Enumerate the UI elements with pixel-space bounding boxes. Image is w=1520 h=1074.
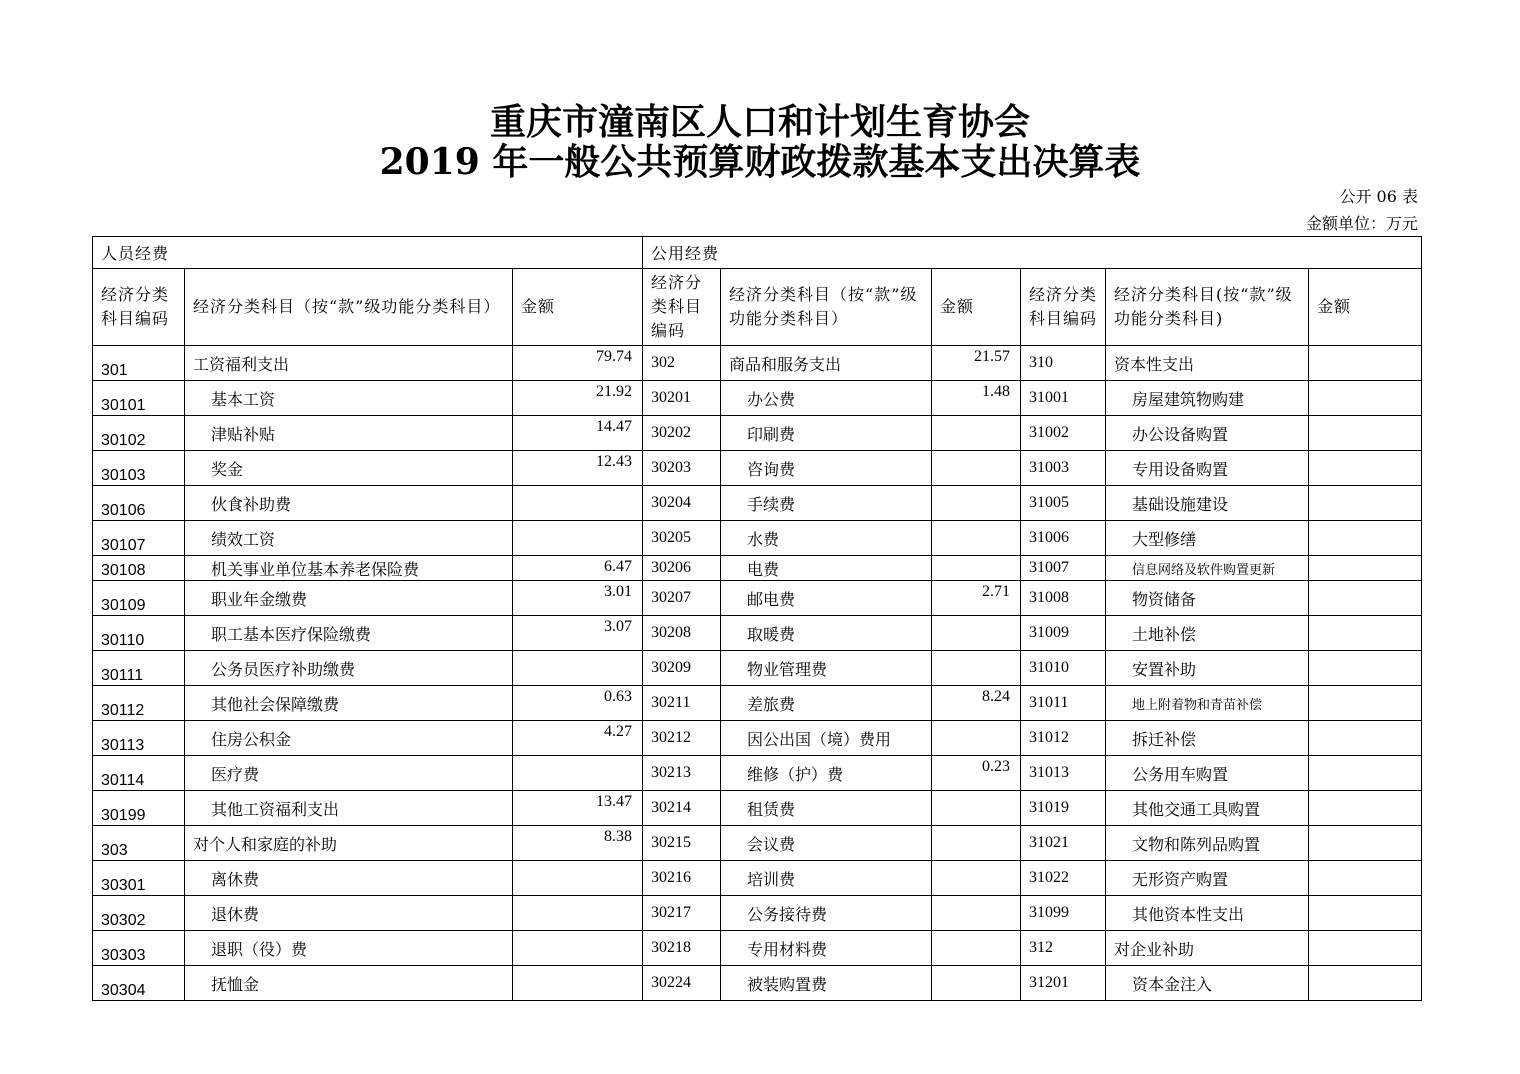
amount-cell — [932, 896, 1021, 931]
header-amount: 金额 — [932, 269, 1021, 346]
name-cell: 离休费 — [185, 861, 513, 896]
name-cell: 职业年金缴费 — [185, 581, 513, 616]
table-row — [93, 651, 1422, 686]
code-cell: 31006 — [1021, 521, 1106, 556]
amount-cell — [1309, 896, 1422, 931]
table-row — [93, 416, 1422, 451]
code-cell: 30109 — [93, 581, 185, 616]
expenditure-table — [92, 236, 1422, 1001]
amount-cell — [1309, 686, 1422, 721]
code-cell: 30107 — [93, 521, 185, 556]
code-cell: 30217 — [643, 896, 721, 931]
amount-cell — [1309, 721, 1422, 756]
code-cell: 31008 — [1021, 581, 1106, 616]
header-amount: 金额 — [1309, 269, 1422, 346]
amount-cell — [932, 651, 1021, 686]
code-cell: 30106 — [93, 486, 185, 521]
name-cell: 安置补助 — [1106, 651, 1309, 686]
code-cell: 30199 — [93, 791, 185, 826]
name-cell: 培训费 — [721, 861, 932, 896]
code-cell: 30202 — [643, 416, 721, 451]
header-amount: 金额 — [513, 269, 643, 346]
name-cell: 公务员医疗补助缴费 — [185, 651, 513, 686]
amount-cell: 8.38 — [513, 826, 643, 861]
amount-cell: 21.57 — [932, 346, 1021, 381]
name-cell: 咨询费 — [721, 451, 932, 486]
amount-cell — [932, 451, 1021, 486]
code-cell: 30216 — [643, 861, 721, 896]
name-cell: 大型修缮 — [1106, 521, 1309, 556]
name-cell: 拆迁补偿 — [1106, 721, 1309, 756]
amount-cell: 13.47 — [513, 791, 643, 826]
name-cell: 手续费 — [721, 486, 932, 521]
table-row — [93, 721, 1422, 756]
code-cell: 31201 — [1021, 966, 1106, 1001]
code-cell: 30114 — [93, 756, 185, 791]
code-cell: 30303 — [93, 931, 185, 966]
code-cell: 30213 — [643, 756, 721, 791]
amount-cell — [932, 556, 1021, 581]
header-name: 经济分类科目(按“款”级功能分类科目) — [1106, 269, 1309, 346]
table-row — [93, 451, 1422, 486]
report-subtitle: 2019 年一般公共预算财政拨款基本支出决算表 — [379, 141, 1141, 183]
name-cell: 信息网络及软件购置更新 — [1106, 556, 1309, 581]
code-cell: 31021 — [1021, 826, 1106, 861]
amount-cell — [932, 791, 1021, 826]
name-cell: 地上附着物和青苗补偿 — [1106, 686, 1309, 721]
code-cell: 30101 — [93, 381, 185, 416]
code-cell: 312 — [1021, 931, 1106, 966]
code-cell: 30205 — [643, 521, 721, 556]
amount-cell: 79.74 — [513, 346, 643, 381]
name-cell: 办公设备购置 — [1106, 416, 1309, 451]
name-cell: 对企业补助 — [1106, 931, 1309, 966]
table-row — [93, 826, 1422, 861]
code-cell: 30102 — [93, 416, 185, 451]
table-row — [93, 616, 1422, 651]
code-cell: 30110 — [93, 616, 185, 651]
amount-cell — [932, 616, 1021, 651]
code-cell: 30206 — [643, 556, 721, 581]
code-cell: 310 — [1021, 346, 1106, 381]
amount-cell — [932, 966, 1021, 1001]
name-cell: 工资福利支出 — [185, 346, 513, 381]
code-cell: 31010 — [1021, 651, 1106, 686]
name-cell: 其他资本性支出 — [1106, 896, 1309, 931]
table-row — [93, 581, 1422, 616]
name-cell: 资本金注入 — [1106, 966, 1309, 1001]
code-cell: 30215 — [643, 826, 721, 861]
amount-cell: 0.23 — [932, 756, 1021, 791]
code-cell: 31007 — [1021, 556, 1106, 581]
header-code: 经济分类科目编码 — [93, 269, 185, 346]
amount-cell: 8.24 — [932, 686, 1021, 721]
code-cell: 30208 — [643, 616, 721, 651]
name-cell: 退职（役）费 — [185, 931, 513, 966]
name-cell: 房屋建筑物购建 — [1106, 381, 1309, 416]
report-title: 重庆市潼南区人口和计划生育协会 — [489, 101, 1030, 143]
name-cell: 公务用车购置 — [1106, 756, 1309, 791]
amount-cell — [932, 721, 1021, 756]
name-cell: 取暖费 — [721, 616, 932, 651]
table-row — [93, 791, 1422, 826]
name-cell: 专用材料费 — [721, 931, 932, 966]
amount-cell — [1309, 616, 1422, 651]
amount-cell: 14.47 — [513, 416, 643, 451]
amount-cell — [1309, 521, 1422, 556]
code-cell: 30209 — [643, 651, 721, 686]
header-code: 经济分类科目编码 — [643, 269, 721, 346]
code-cell: 30108 — [93, 556, 185, 581]
amount-cell — [1309, 791, 1422, 826]
amount-cell — [513, 756, 643, 791]
code-cell: 31002 — [1021, 416, 1106, 451]
table-row — [93, 756, 1422, 791]
amount-cell — [513, 486, 643, 521]
amount-cell — [1309, 966, 1422, 1001]
name-cell: 资本性支出 — [1106, 346, 1309, 381]
header-name: 经济分类科目（按“款”级功能分类科目） — [721, 269, 932, 346]
code-cell: 31011 — [1021, 686, 1106, 721]
name-cell: 机关事业单位基本养老保险费 — [185, 556, 513, 581]
code-cell: 30207 — [643, 581, 721, 616]
amount-cell — [513, 651, 643, 686]
name-cell: 其他工资福利支出 — [185, 791, 513, 826]
amount-cell — [932, 931, 1021, 966]
code-cell: 302 — [643, 346, 721, 381]
code-cell: 30214 — [643, 791, 721, 826]
code-cell: 30302 — [93, 896, 185, 931]
amount-unit: 金额单位：万元 — [1305, 214, 1418, 233]
amount-cell — [932, 826, 1021, 861]
code-cell: 31012 — [1021, 721, 1106, 756]
amount-cell — [932, 521, 1021, 556]
code-cell: 30103 — [93, 451, 185, 486]
amount-cell — [932, 861, 1021, 896]
amount-cell — [513, 966, 643, 1001]
table-row — [93, 486, 1422, 521]
name-cell: 水费 — [721, 521, 932, 556]
code-cell: 31019 — [1021, 791, 1106, 826]
code-cell: 31009 — [1021, 616, 1106, 651]
amount-cell — [1309, 756, 1422, 791]
amount-cell — [1309, 346, 1422, 381]
amount-cell: 4.27 — [513, 721, 643, 756]
code-cell: 303 — [93, 826, 185, 861]
table-row — [93, 521, 1422, 556]
amount-cell: 6.47 — [513, 556, 643, 581]
code-cell: 301 — [93, 346, 185, 381]
name-cell: 津贴补贴 — [185, 416, 513, 451]
name-cell: 基本工资 — [185, 381, 513, 416]
name-cell: 文物和陈列品购置 — [1106, 826, 1309, 861]
code-cell: 30301 — [93, 861, 185, 896]
code-cell: 30113 — [93, 721, 185, 756]
amount-cell — [513, 861, 643, 896]
amount-cell — [1309, 651, 1422, 686]
code-cell: 30211 — [643, 686, 721, 721]
section-public: 公用经费 — [643, 237, 1422, 269]
amount-cell: 2.71 — [932, 581, 1021, 616]
name-cell: 绩效工资 — [185, 521, 513, 556]
amount-cell — [1309, 381, 1422, 416]
code-cell: 31013 — [1021, 756, 1106, 791]
name-cell: 住房公积金 — [185, 721, 513, 756]
name-cell: 被装购置费 — [721, 966, 932, 1001]
table-row — [93, 931, 1422, 966]
amount-cell — [513, 931, 643, 966]
code-cell: 30304 — [93, 966, 185, 1001]
amount-cell: 21.92 — [513, 381, 643, 416]
name-cell: 印刷费 — [721, 416, 932, 451]
code-cell: 30212 — [643, 721, 721, 756]
code-cell: 31099 — [1021, 896, 1106, 931]
name-cell: 物资储备 — [1106, 581, 1309, 616]
form-number: 公开 06 表 — [1339, 187, 1418, 206]
name-cell: 差旅费 — [721, 686, 932, 721]
name-cell: 对个人和家庭的补助 — [185, 826, 513, 861]
amount-cell — [1309, 826, 1422, 861]
name-cell: 会议费 — [721, 826, 932, 861]
amount-cell — [1309, 451, 1422, 486]
table-row — [93, 556, 1422, 581]
code-cell: 31022 — [1021, 861, 1106, 896]
code-cell: 30203 — [643, 451, 721, 486]
name-cell: 办公费 — [721, 381, 932, 416]
code-cell: 30204 — [643, 486, 721, 521]
amount-cell: 1.48 — [932, 381, 1021, 416]
code-cell: 31005 — [1021, 486, 1106, 521]
amount-cell — [1309, 486, 1422, 521]
code-cell: 30201 — [643, 381, 721, 416]
amount-cell — [1309, 931, 1422, 966]
header-name: 经济分类科目（按“款”级功能分类科目） — [185, 269, 513, 346]
code-cell: 30218 — [643, 931, 721, 966]
table-row — [93, 686, 1422, 721]
code-cell: 31003 — [1021, 451, 1106, 486]
code-cell: 30111 — [93, 651, 185, 686]
name-cell: 邮电费 — [721, 581, 932, 616]
amount-cell — [1309, 581, 1422, 616]
code-cell: 30224 — [643, 966, 721, 1001]
name-cell: 因公出国（境）费用 — [721, 721, 932, 756]
table-row — [93, 346, 1422, 381]
name-cell: 其他交通工具购置 — [1106, 791, 1309, 826]
code-cell: 30112 — [93, 686, 185, 721]
amount-cell — [1309, 556, 1422, 581]
amount-cell: 12.43 — [513, 451, 643, 486]
table-row — [93, 896, 1422, 931]
name-cell: 职工基本医疗保险缴费 — [185, 616, 513, 651]
amount-cell — [932, 416, 1021, 451]
table-row — [93, 861, 1422, 896]
amount-cell — [513, 521, 643, 556]
name-cell: 基础设施建设 — [1106, 486, 1309, 521]
header-code: 经济分类科目编码 — [1021, 269, 1106, 346]
name-cell: 租赁费 — [721, 791, 932, 826]
name-cell: 商品和服务支出 — [721, 346, 932, 381]
name-cell: 伙食补助费 — [185, 486, 513, 521]
name-cell: 土地补偿 — [1106, 616, 1309, 651]
amount-cell — [1309, 416, 1422, 451]
name-cell: 退休费 — [185, 896, 513, 931]
name-cell: 无形资产购置 — [1106, 861, 1309, 896]
name-cell: 专用设备购置 — [1106, 451, 1309, 486]
table-row — [93, 966, 1422, 1001]
name-cell: 抚恤金 — [185, 966, 513, 1001]
name-cell: 其他社会保障缴费 — [185, 686, 513, 721]
name-cell: 维修（护）费 — [721, 756, 932, 791]
name-cell: 物业管理费 — [721, 651, 932, 686]
amount-cell — [513, 896, 643, 931]
amount-cell — [1309, 861, 1422, 896]
name-cell: 医疗费 — [185, 756, 513, 791]
name-cell: 奖金 — [185, 451, 513, 486]
section-personnel: 人员经费 — [93, 237, 643, 269]
code-cell: 31001 — [1021, 381, 1106, 416]
amount-cell: 3.07 — [513, 616, 643, 651]
amount-cell: 0.63 — [513, 686, 643, 721]
name-cell: 公务接待费 — [721, 896, 932, 931]
amount-cell — [932, 486, 1021, 521]
amount-cell: 3.01 — [513, 581, 643, 616]
table-row — [93, 381, 1422, 416]
name-cell: 电费 — [721, 556, 932, 581]
